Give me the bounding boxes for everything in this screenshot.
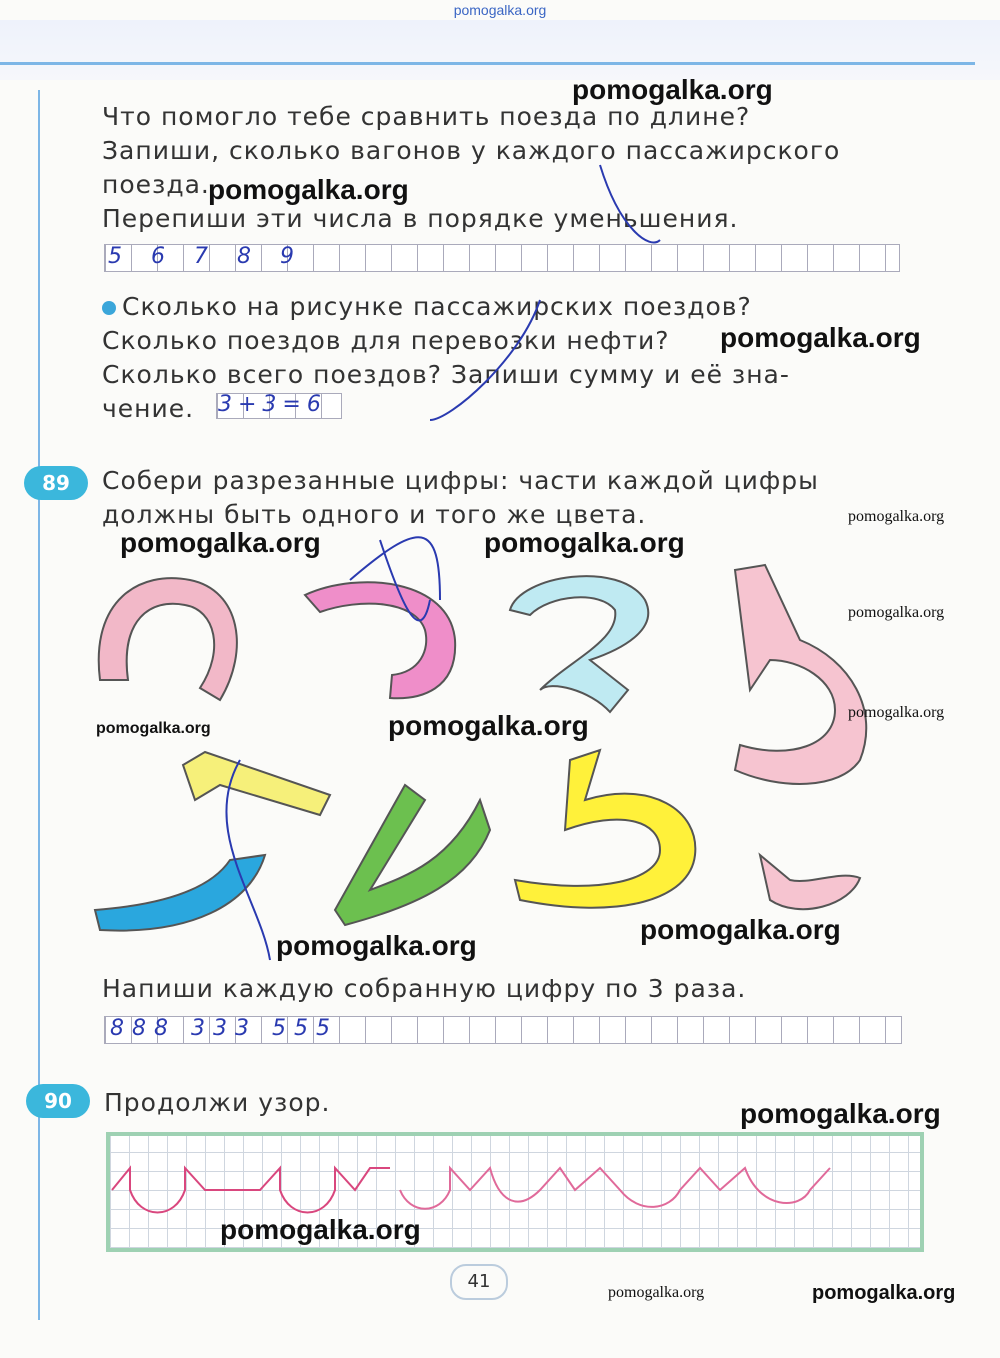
prev-task-line-2: Запиши, сколько вагонов у каждого пассажирского	[102, 136, 841, 165]
watermark[interactable]: pomogalka.org	[120, 527, 321, 558]
watermark[interactable]: pomogalka.org	[848, 604, 945, 621]
prev-task-line-1: Что помогло тебе сравнить поезда по длине?	[102, 102, 751, 131]
pattern-printed	[112, 1168, 390, 1213]
sum-answer-handwritten: 3+3=6	[218, 392, 327, 417]
watermark[interactable]: pomogalka.org	[208, 174, 409, 205]
task-89-badge: 89	[24, 466, 88, 500]
task-90-text: Продолжи узор.	[104, 1088, 331, 1117]
bullet-line-3: Сколько всего поездов? Запиши сумму и её зна-	[102, 360, 790, 389]
written-digits-handwritten: 888 333 555	[110, 1016, 338, 1041]
answer-numbers-handwritten: 5 6 7 8 9	[108, 244, 305, 269]
task-89-line-2: должны быть одного и того же цвета.	[102, 500, 647, 529]
watermark[interactable]: pomogalka.org	[96, 720, 211, 737]
site-header-text[interactable]: pomogalka.org	[453, 2, 547, 18]
watermark[interactable]: pomogalka.org	[388, 710, 589, 741]
watermark[interactable]: pomogalka.org	[484, 527, 685, 558]
watermark[interactable]: pomogalka.org	[848, 704, 945, 721]
prev-task-line-4: Перепиши эти числа в порядке уменьшения.	[102, 204, 739, 233]
watermark[interactable]: pomogalka.org	[720, 322, 921, 353]
watermark[interactable]: pomogalka.org	[848, 508, 945, 525]
watermark[interactable]: pomogalka.org	[740, 1098, 941, 1129]
task-89-line-1: Собери разрезанные цифры: части каждой цифры	[102, 466, 819, 495]
page-number: 41	[450, 1264, 508, 1300]
bullet-line-1: Сколько на рисунке пассажирских поездов?	[102, 290, 790, 324]
pattern-continued	[400, 1168, 830, 1209]
watermark[interactable]: pomogalka.org	[572, 74, 773, 105]
watermark[interactable]: pomogalka.org	[812, 1282, 956, 1304]
watermark[interactable]: pomogalka.org	[220, 1214, 421, 1245]
watermark[interactable]: pomogalka.org	[608, 1284, 705, 1301]
bullet-line-4: чение.	[102, 394, 195, 423]
bullet-line-2: Сколько поездов для перевозки нефти?	[102, 326, 670, 355]
task-89-write-instruction: Напиши каждую собранную цифру по 3 раза.	[102, 974, 747, 1003]
watermark[interactable]: pomogalka.org	[276, 930, 477, 961]
watermark[interactable]: pomogalka.org	[640, 914, 841, 945]
task-90-badge: 90	[26, 1084, 90, 1118]
prev-task-line-3: поезда.	[102, 170, 210, 199]
